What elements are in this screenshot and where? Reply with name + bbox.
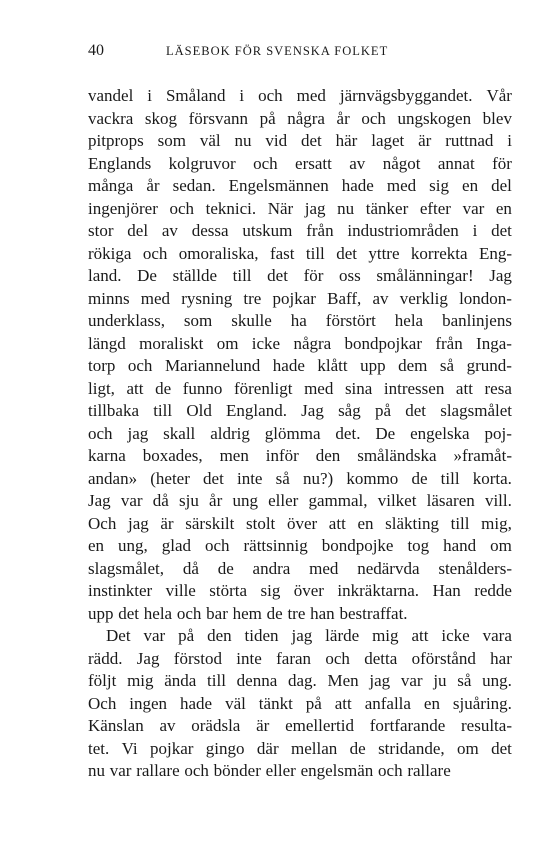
running-head: LÄSEBOK FÖR SVENSKA FOLKET <box>166 44 389 58</box>
text-line: rökiga och omoraliska, fast till det yttre korrekta Eng- <box>88 243 512 263</box>
text-line: land. De ställde till det för oss smålänningar! Jag <box>88 266 512 285</box>
text-line: Det var på den tiden jag lärde mig att icke vara <box>106 626 512 645</box>
text-line: Jag var då sju år ung eller gammal, vilket läsaren vill. <box>88 491 512 510</box>
text-line: underklass, som skulle ha förstört hela banlinjens <box>88 311 512 330</box>
text-line: minns med rysning tre pojkar Baff, av verklig london- <box>88 288 512 308</box>
text-line: vackra skog försvann på några år och ungskogen blev <box>88 108 512 128</box>
text-line: följt mig ända till denna dag. Men jag var ju så ung. <box>88 671 512 690</box>
text-line: många år sedan. Engelsmännen hade med sig en del <box>88 176 512 195</box>
text-line: upp det hela och bar hem de tre han bestraffat. <box>88 603 408 623</box>
text-line: Och ingen hade väl tänkt på att anfalla en sjuåring. <box>88 693 512 713</box>
text-line: karna boxades, men inför den småländska »framåt- <box>88 446 512 465</box>
paragraph <box>88 85 512 625</box>
text-line: slagsmålet, då de andra med nedärvda stenålders- <box>88 558 512 578</box>
page-header <box>88 42 512 62</box>
text-line: pitprops som väl nu vid det här laget är ruttnad i <box>88 131 512 150</box>
body-text <box>88 85 512 783</box>
text-line: Englands kolgruvor och ersatt av något annat för <box>88 153 512 173</box>
text-line: andan» (heter det inte så nu?) kommo de till korta. <box>88 468 512 488</box>
text-line: Och jag är särskilt stolt över att en släkting till mig, <box>88 513 512 533</box>
text-line: vandel i Småland i och med järnvägsbyggandet. Vår <box>88 86 512 105</box>
text-line: och jag skall aldrig glömma det. De engelska poj- <box>88 423 512 443</box>
text-line: tillbaka till Old England. Jag såg på det slagsmålet <box>88 401 512 420</box>
text-line: en ung, glad och rättsinnig bondpojke tog hand om <box>88 536 512 555</box>
page-number: 40 <box>88 42 104 59</box>
text-line: ingenjörer och teknici. När jag nu tänker efter var en <box>88 198 512 218</box>
text-line: instinkter ville störta sig över inkräktarna. Han redde <box>88 581 512 600</box>
paragraph <box>88 625 512 783</box>
text-line: stor del av dessa utskum från industriområden i det <box>88 221 512 240</box>
text-line: längd moraliskt om icke några bondpojkar från Inga- <box>88 333 512 353</box>
text-line: tet. Vi pojkar gingo där mellan de stridande, om det <box>88 738 512 758</box>
text-line: nu var rallare och bönder eller engelsmän och rallare <box>88 761 451 780</box>
text-line: rädd. Jag förstod inte faran och detta oförstånd har <box>88 648 512 668</box>
text-line: torp och Mariannelund hade klått upp dem så grund- <box>88 356 512 375</box>
text-line: ligt, att de funno förenligt med sina intressen att resa <box>88 378 512 398</box>
text-line: Känslan av orädsla är emellertid fortfarande resulta- <box>88 716 512 735</box>
